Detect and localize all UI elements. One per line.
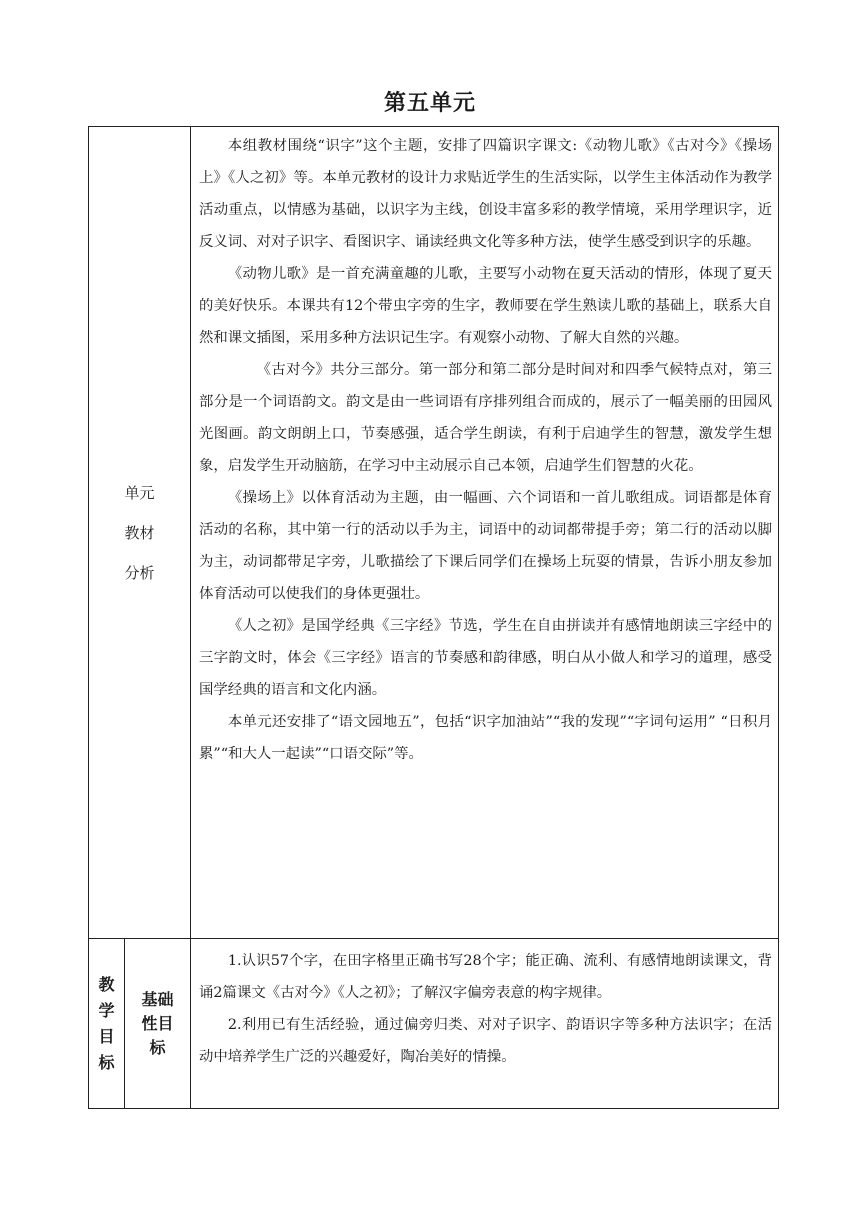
analysis-paragraph-ren-zhi-chu: 《人之初》是国学经典《三字经》节选，学生在自由拼读并有感情地朗读三字经中的三字韵文时，体会《三字经》语言的节奏感和韵律感，明白从小做人和学习的道理，感受国学经典的语言和文化内涵。 (199, 618, 773, 698)
goal-label-char-2: 学 (98, 1000, 115, 1020)
unit-label-line-3: 分析 (124, 563, 155, 582)
page-title: 第五单元 (383, 91, 476, 116)
goal-label-char-4: 标 (98, 1052, 115, 1072)
basic-label-line-1: 基础 (141, 989, 174, 1009)
goal-item-1: 1.认识57个字，在田字格里正确书写28个字；能正确、流利、有感情地朗读课文，背诵2篇课文《古对今》《人之初》；了解汉字偏旁表意的构字规律。 (199, 953, 773, 1001)
unit-analysis-content (191, 127, 779, 939)
basic-goals-content (191, 939, 779, 1109)
goal-label-char-3: 目 (98, 1026, 115, 1046)
basic-goals-label (125, 939, 191, 1109)
basic-label-line-3: 标 (149, 1037, 166, 1057)
goal-label-char-1: 教 (98, 974, 115, 994)
unit-analysis-label (89, 127, 191, 939)
unit-label-line-2: 教材 (124, 523, 155, 542)
goal-item-2: 2.利用已有生活经验，通过偏旁归类、对对子识字、韵语识字等多种方法识字；在活动中培养学生广泛的兴趣爱好，陶冶美好的情操。 (199, 1017, 773, 1065)
unit-analysis-row (89, 127, 779, 939)
analysis-paragraph-playground: 《操场上》以体育活动为主题，由一幅画、六个词语和一首儿歌组成。词语都是体育活动的名称，其中第一行的活动以手为主，词语中的动词都带提手旁；第二行的活动以脚为主，动词都带足字旁，儿歌描绘了下课后同学们在操场上玩耍的情景，告诉小朋友参加体育活动可以使我们的身体更强壮。 (199, 490, 773, 602)
analysis-paragraph-overview: 本组教材围绕“识字”这个主题，安排了四篇识字课文:《动物儿歌》《古对今》《操场上》《人之初》等。本单元教材的设计力求贴近学生的生活实际，以学生主体活动作为教学活动重点，以情感为基础，以识字为主线，创设丰富多彩的教学情境，采用学理识字，近反义词、对对子识字、看图识字、诵读经典文化等多种方法，使学生感受到识字的乐趣。 (199, 138, 773, 250)
lesson-plan-table (88, 126, 779, 1109)
teaching-goals-label (89, 939, 125, 1109)
analysis-paragraph-animal-songs: 《动物儿歌》是一首充满童趣的儿歌，主要写小动物在夏天活动的情形，体现了夏天的美好快乐。本课共有12个带虫字旁的生字，教师要在学生熟读儿歌的基础上，联系大自然和课文插图，采用多种方法识记生字。有观察小动物、了解大自然的兴趣。 (199, 266, 773, 346)
basic-label-line-2: 性目 (141, 1013, 174, 1033)
unit-label-line-1: 单元 (124, 483, 155, 502)
analysis-paragraph-garden: 本单元还安排了“语文园地五”，包括“识字加油站”“我的发现”“字词句运用” “日积月累”“和大人一起读”“口语交际”等。 (199, 714, 773, 762)
analysis-paragraph-gu-dui-jin: 《古对今》共分三部分。第一部分和第二部分是时间对和四季气候特点对，第三部分是一个词语韵文。韵文是由一些词语有序排列组合而成的，展示了一幅美丽的田园风光图画。韵文朗朗上口，节奏感强，适合学生朗读，有利于启迪学生的智慧，激发学生想象，启发学生开动脑筋，在学习中主动展示自己本领，启迪学生们智慧的火花。 (199, 362, 773, 474)
teaching-goals-row (89, 939, 779, 1109)
